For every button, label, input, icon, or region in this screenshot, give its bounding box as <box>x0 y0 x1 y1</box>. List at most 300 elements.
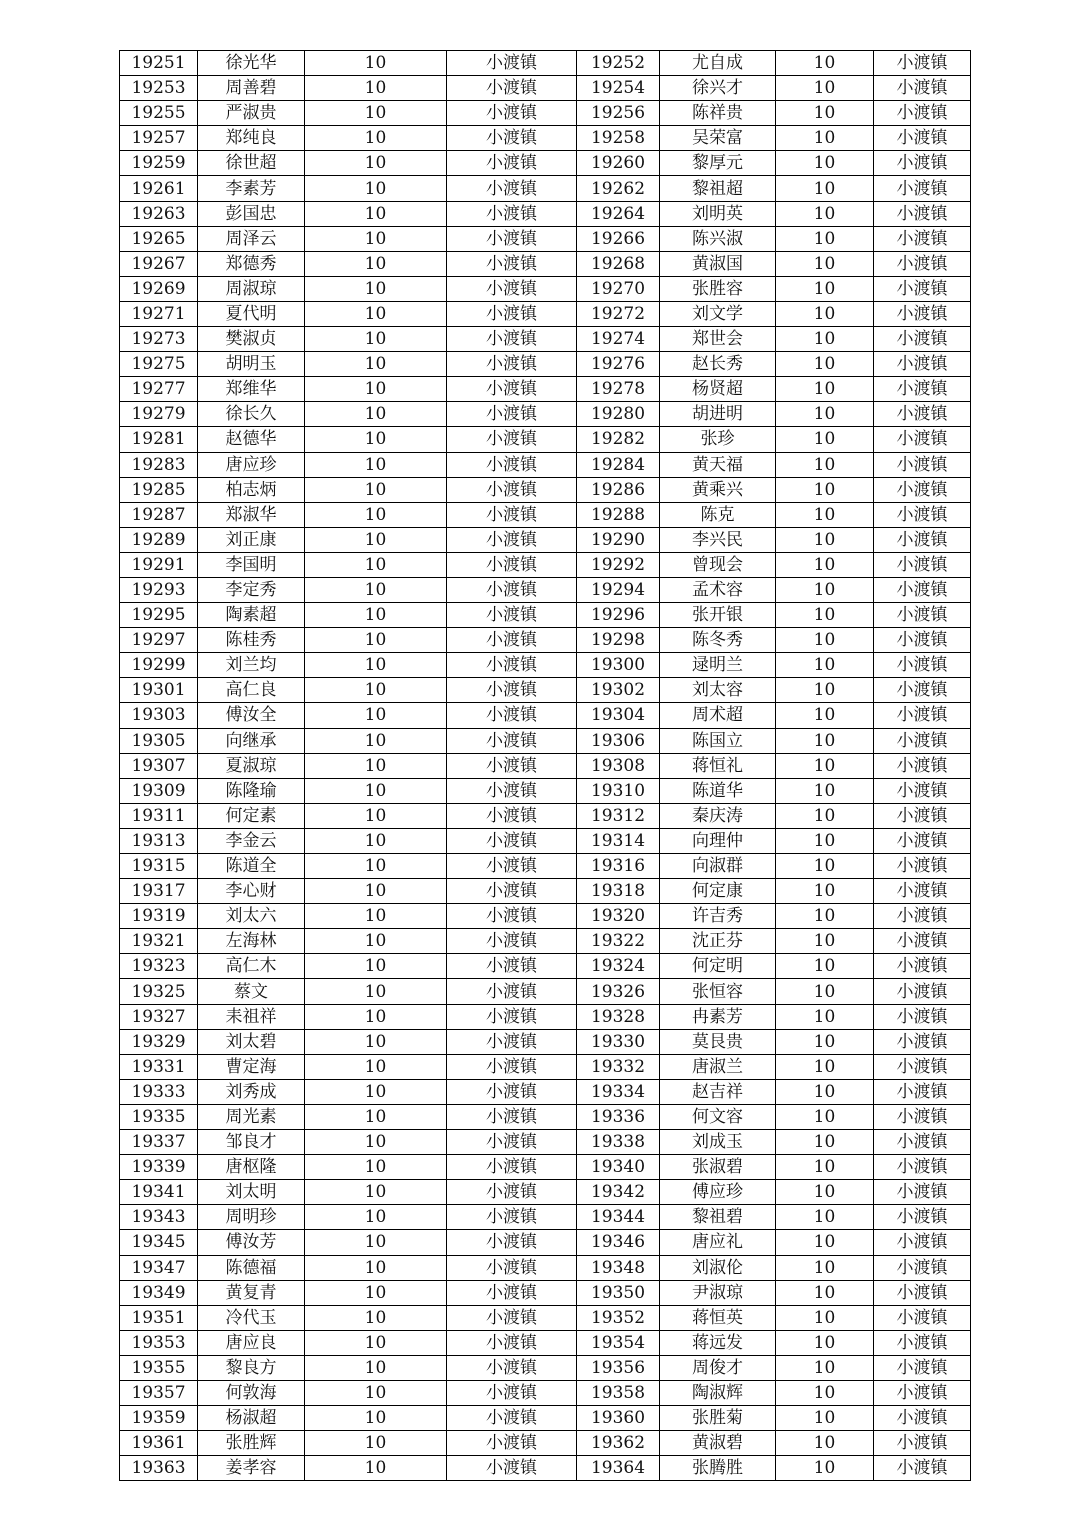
person-name-cell: 张胜菊 <box>660 1406 776 1431</box>
record-id-cell: 19306 <box>577 728 660 753</box>
record-id-cell: 19319 <box>120 904 198 929</box>
person-name-cell: 郑淑华 <box>198 502 305 527</box>
person-name-cell: 杨贤超 <box>660 377 776 402</box>
town-cell: 小渡镇 <box>874 402 971 427</box>
town-cell: 小渡镇 <box>447 603 577 628</box>
record-id-cell: 19290 <box>577 527 660 552</box>
person-name-cell: 刘太容 <box>660 678 776 703</box>
record-id-cell: 19353 <box>120 1330 198 1355</box>
town-cell: 小渡镇 <box>447 1355 577 1380</box>
record-id-cell: 19320 <box>577 904 660 929</box>
record-id-cell: 19317 <box>120 879 198 904</box>
town-cell: 小渡镇 <box>447 929 577 954</box>
amount-cell: 10 <box>776 828 874 853</box>
record-id-cell: 19351 <box>120 1305 198 1330</box>
person-name-cell: 陈道全 <box>198 854 305 879</box>
person-name-cell: 黎祖碧 <box>660 1205 776 1230</box>
amount-cell: 10 <box>305 1456 447 1481</box>
town-cell: 小渡镇 <box>874 728 971 753</box>
town-cell: 小渡镇 <box>874 603 971 628</box>
person-name-cell: 周术超 <box>660 703 776 728</box>
person-name-cell: 赵长秀 <box>660 352 776 377</box>
town-cell: 小渡镇 <box>874 1431 971 1456</box>
amount-cell: 10 <box>305 1255 447 1280</box>
person-name-cell: 蒋恒英 <box>660 1305 776 1330</box>
town-cell: 小渡镇 <box>447 402 577 427</box>
person-name-cell: 周淑琼 <box>198 276 305 301</box>
person-name-cell: 张珍 <box>660 427 776 452</box>
record-id-cell: 19328 <box>577 1004 660 1029</box>
person-name-cell: 孟术容 <box>660 577 776 602</box>
roster-table <box>119 50 971 1481</box>
person-name-cell: 李金云 <box>198 828 305 853</box>
amount-cell: 10 <box>305 603 447 628</box>
amount-cell: 10 <box>776 126 874 151</box>
person-name-cell: 陈隆瑜 <box>198 778 305 803</box>
town-cell: 小渡镇 <box>447 151 577 176</box>
town-cell: 小渡镇 <box>447 377 577 402</box>
record-id-cell: 19312 <box>577 803 660 828</box>
amount-cell: 10 <box>776 76 874 101</box>
town-cell: 小渡镇 <box>874 301 971 326</box>
record-id-cell: 19258 <box>577 126 660 151</box>
record-id-cell: 19303 <box>120 703 198 728</box>
amount-cell: 10 <box>776 577 874 602</box>
town-cell: 小渡镇 <box>447 828 577 853</box>
town-cell: 小渡镇 <box>447 502 577 527</box>
person-name-cell: 何定素 <box>198 803 305 828</box>
table-row <box>120 301 971 326</box>
record-id-cell: 19313 <box>120 828 198 853</box>
town-cell: 小渡镇 <box>874 452 971 477</box>
person-name-cell: 黎良方 <box>198 1355 305 1380</box>
person-name-cell: 夏淑琼 <box>198 753 305 778</box>
town-cell: 小渡镇 <box>447 176 577 201</box>
person-name-cell: 陶淑辉 <box>660 1380 776 1405</box>
table-row <box>120 126 971 151</box>
town-cell: 小渡镇 <box>874 1380 971 1405</box>
table-row <box>120 904 971 929</box>
table-row <box>120 176 971 201</box>
record-id-cell: 19348 <box>577 1255 660 1280</box>
person-name-cell: 陈冬秀 <box>660 628 776 653</box>
town-cell: 小渡镇 <box>447 803 577 828</box>
town-cell: 小渡镇 <box>874 1230 971 1255</box>
record-id-cell: 19275 <box>120 352 198 377</box>
amount-cell: 10 <box>776 327 874 352</box>
town-cell: 小渡镇 <box>874 577 971 602</box>
town-cell: 小渡镇 <box>447 628 577 653</box>
record-id-cell: 19349 <box>120 1280 198 1305</box>
person-name-cell: 刘文学 <box>660 301 776 326</box>
record-id-cell: 19302 <box>577 678 660 703</box>
person-name-cell: 姜孝容 <box>198 1456 305 1481</box>
amount-cell: 10 <box>776 1355 874 1380</box>
person-name-cell: 徐长久 <box>198 402 305 427</box>
town-cell: 小渡镇 <box>874 1330 971 1355</box>
person-name-cell: 刘太碧 <box>198 1029 305 1054</box>
table-row <box>120 427 971 452</box>
person-name-cell: 张恒容 <box>660 979 776 1004</box>
town-cell: 小渡镇 <box>874 628 971 653</box>
table-row <box>120 1029 971 1054</box>
record-id-cell: 19322 <box>577 929 660 954</box>
town-cell: 小渡镇 <box>447 678 577 703</box>
town-cell: 小渡镇 <box>874 828 971 853</box>
person-name-cell: 唐应良 <box>198 1330 305 1355</box>
amount-cell: 10 <box>305 452 447 477</box>
record-id-cell: 19330 <box>577 1029 660 1054</box>
record-id-cell: 19301 <box>120 678 198 703</box>
person-name-cell: 黄复青 <box>198 1280 305 1305</box>
record-id-cell: 19253 <box>120 76 198 101</box>
town-cell: 小渡镇 <box>874 226 971 251</box>
record-id-cell: 19357 <box>120 1380 198 1405</box>
amount-cell: 10 <box>776 452 874 477</box>
town-cell: 小渡镇 <box>874 1255 971 1280</box>
person-name-cell: 刘秀成 <box>198 1079 305 1104</box>
record-id-cell: 19297 <box>120 628 198 653</box>
amount-cell: 10 <box>776 51 874 76</box>
person-name-cell: 徐世超 <box>198 151 305 176</box>
amount-cell: 10 <box>305 427 447 452</box>
town-cell: 小渡镇 <box>447 1406 577 1431</box>
person-name-cell: 曹定海 <box>198 1054 305 1079</box>
amount-cell: 10 <box>305 1230 447 1255</box>
person-name-cell: 黄天福 <box>660 452 776 477</box>
record-id-cell: 19278 <box>577 377 660 402</box>
amount-cell: 10 <box>776 603 874 628</box>
record-id-cell: 19264 <box>577 201 660 226</box>
amount-cell: 10 <box>305 703 447 728</box>
table-row <box>120 251 971 276</box>
town-cell: 小渡镇 <box>447 1130 577 1155</box>
amount-cell: 10 <box>776 101 874 126</box>
person-name-cell: 秦庆涛 <box>660 803 776 828</box>
person-name-cell: 曾现会 <box>660 552 776 577</box>
amount-cell: 10 <box>305 1380 447 1405</box>
amount-cell: 10 <box>776 1004 874 1029</box>
record-id-cell: 19292 <box>577 552 660 577</box>
record-id-cell: 19309 <box>120 778 198 803</box>
town-cell: 小渡镇 <box>874 151 971 176</box>
town-cell: 小渡镇 <box>447 327 577 352</box>
town-cell: 小渡镇 <box>874 352 971 377</box>
person-name-cell: 郑维华 <box>198 377 305 402</box>
table-row <box>120 1054 971 1079</box>
person-name-cell: 刘太六 <box>198 904 305 929</box>
town-cell: 小渡镇 <box>874 1355 971 1380</box>
town-cell: 小渡镇 <box>447 126 577 151</box>
table-row <box>120 879 971 904</box>
record-id-cell: 19358 <box>577 1380 660 1405</box>
town-cell: 小渡镇 <box>874 1305 971 1330</box>
table-row <box>120 929 971 954</box>
amount-cell: 10 <box>776 226 874 251</box>
person-name-cell: 蒋远发 <box>660 1330 776 1355</box>
amount-cell: 10 <box>776 929 874 954</box>
amount-cell: 10 <box>776 527 874 552</box>
record-id-cell: 19336 <box>577 1104 660 1129</box>
record-id-cell: 19346 <box>577 1230 660 1255</box>
amount-cell: 10 <box>776 979 874 1004</box>
amount-cell: 10 <box>776 1305 874 1330</box>
record-id-cell: 19347 <box>120 1255 198 1280</box>
record-id-cell: 19321 <box>120 929 198 954</box>
record-id-cell: 19255 <box>120 101 198 126</box>
amount-cell: 10 <box>305 828 447 853</box>
record-id-cell: 19310 <box>577 778 660 803</box>
town-cell: 小渡镇 <box>874 1280 971 1305</box>
town-cell: 小渡镇 <box>874 954 971 979</box>
amount-cell: 10 <box>305 879 447 904</box>
table-row <box>120 477 971 502</box>
record-id-cell: 19281 <box>120 427 198 452</box>
record-id-cell: 19341 <box>120 1180 198 1205</box>
table-row <box>120 226 971 251</box>
amount-cell: 10 <box>776 1456 874 1481</box>
person-name-cell: 沈正芬 <box>660 929 776 954</box>
person-name-cell: 傅应珍 <box>660 1180 776 1205</box>
table-row <box>120 1155 971 1180</box>
amount-cell: 10 <box>305 653 447 678</box>
person-name-cell: 张胜容 <box>660 276 776 301</box>
town-cell: 小渡镇 <box>874 1130 971 1155</box>
person-name-cell: 郑纯良 <box>198 126 305 151</box>
table-row <box>120 1456 971 1481</box>
table-row <box>120 603 971 628</box>
town-cell: 小渡镇 <box>447 51 577 76</box>
town-cell: 小渡镇 <box>447 653 577 678</box>
town-cell: 小渡镇 <box>874 502 971 527</box>
person-name-cell: 吴荣富 <box>660 126 776 151</box>
town-cell: 小渡镇 <box>874 552 971 577</box>
amount-cell: 10 <box>305 1054 447 1079</box>
person-name-cell: 唐淑兰 <box>660 1054 776 1079</box>
person-name-cell: 傅汝芳 <box>198 1230 305 1255</box>
person-name-cell: 李素芳 <box>198 176 305 201</box>
town-cell: 小渡镇 <box>447 427 577 452</box>
record-id-cell: 19262 <box>577 176 660 201</box>
town-cell: 小渡镇 <box>874 1406 971 1431</box>
person-name-cell: 郑世会 <box>660 327 776 352</box>
record-id-cell: 19256 <box>577 101 660 126</box>
person-name-cell: 何定康 <box>660 879 776 904</box>
town-cell: 小渡镇 <box>874 1155 971 1180</box>
person-name-cell: 郑德秀 <box>198 251 305 276</box>
amount-cell: 10 <box>305 101 447 126</box>
amount-cell: 10 <box>305 803 447 828</box>
person-name-cell: 唐应珍 <box>198 452 305 477</box>
person-name-cell: 赵德华 <box>198 427 305 452</box>
town-cell: 小渡镇 <box>447 226 577 251</box>
record-id-cell: 19287 <box>120 502 198 527</box>
amount-cell: 10 <box>305 552 447 577</box>
record-id-cell: 19291 <box>120 552 198 577</box>
town-cell: 小渡镇 <box>874 778 971 803</box>
roster-body <box>120 51 971 1481</box>
amount-cell: 10 <box>305 301 447 326</box>
table-row <box>120 577 971 602</box>
amount-cell: 10 <box>305 201 447 226</box>
amount-cell: 10 <box>305 577 447 602</box>
town-cell: 小渡镇 <box>874 477 971 502</box>
amount-cell: 10 <box>776 176 874 201</box>
town-cell: 小渡镇 <box>874 176 971 201</box>
person-name-cell: 刘太明 <box>198 1180 305 1205</box>
amount-cell: 10 <box>776 1054 874 1079</box>
amount-cell: 10 <box>305 979 447 1004</box>
table-row <box>120 854 971 879</box>
town-cell: 小渡镇 <box>447 1180 577 1205</box>
amount-cell: 10 <box>776 703 874 728</box>
person-name-cell: 周泽云 <box>198 226 305 251</box>
amount-cell: 10 <box>305 276 447 301</box>
record-id-cell: 19272 <box>577 301 660 326</box>
record-id-cell: 19296 <box>577 603 660 628</box>
amount-cell: 10 <box>305 904 447 929</box>
person-name-cell: 周俊才 <box>660 1355 776 1380</box>
town-cell: 小渡镇 <box>447 1380 577 1405</box>
table-row <box>120 728 971 753</box>
amount-cell: 10 <box>776 377 874 402</box>
town-cell: 小渡镇 <box>447 76 577 101</box>
amount-cell: 10 <box>776 151 874 176</box>
person-name-cell: 李国明 <box>198 552 305 577</box>
person-name-cell: 陈兴淑 <box>660 226 776 251</box>
record-id-cell: 19259 <box>120 151 198 176</box>
amount-cell: 10 <box>776 1330 874 1355</box>
record-id-cell: 19267 <box>120 251 198 276</box>
record-id-cell: 19335 <box>120 1104 198 1129</box>
table-row <box>120 151 971 176</box>
town-cell: 小渡镇 <box>447 703 577 728</box>
amount-cell: 10 <box>305 1355 447 1380</box>
record-id-cell: 19283 <box>120 452 198 477</box>
record-id-cell: 19332 <box>577 1054 660 1079</box>
record-id-cell: 19279 <box>120 402 198 427</box>
record-id-cell: 19350 <box>577 1280 660 1305</box>
record-id-cell: 19359 <box>120 1406 198 1431</box>
town-cell: 小渡镇 <box>874 126 971 151</box>
record-id-cell: 19325 <box>120 979 198 1004</box>
table-row <box>120 1104 971 1129</box>
town-cell: 小渡镇 <box>874 929 971 954</box>
record-id-cell: 19293 <box>120 577 198 602</box>
person-name-cell: 周光素 <box>198 1104 305 1129</box>
person-name-cell: 严淑贵 <box>198 101 305 126</box>
amount-cell: 10 <box>305 1079 447 1104</box>
record-id-cell: 19338 <box>577 1130 660 1155</box>
person-name-cell: 高仁木 <box>198 954 305 979</box>
person-name-cell: 樊淑贞 <box>198 327 305 352</box>
amount-cell: 10 <box>776 728 874 753</box>
person-name-cell: 唐应礼 <box>660 1230 776 1255</box>
person-name-cell: 李兴民 <box>660 527 776 552</box>
table-row <box>120 1004 971 1029</box>
table-row <box>120 979 971 1004</box>
town-cell: 小渡镇 <box>874 879 971 904</box>
amount-cell: 10 <box>305 327 447 352</box>
town-cell: 小渡镇 <box>874 1004 971 1029</box>
record-id-cell: 19364 <box>577 1456 660 1481</box>
town-cell: 小渡镇 <box>874 1054 971 1079</box>
table-row <box>120 803 971 828</box>
amount-cell: 10 <box>776 1406 874 1431</box>
amount-cell: 10 <box>305 226 447 251</box>
amount-cell: 10 <box>776 653 874 678</box>
town-cell: 小渡镇 <box>447 1079 577 1104</box>
record-id-cell: 19361 <box>120 1431 198 1456</box>
person-name-cell: 向理仲 <box>660 828 776 853</box>
amount-cell: 10 <box>776 1180 874 1205</box>
record-id-cell: 19274 <box>577 327 660 352</box>
record-id-cell: 19286 <box>577 477 660 502</box>
town-cell: 小渡镇 <box>447 954 577 979</box>
amount-cell: 10 <box>305 1155 447 1180</box>
person-name-cell: 刘明英 <box>660 201 776 226</box>
record-id-cell: 19288 <box>577 502 660 527</box>
amount-cell: 10 <box>305 1004 447 1029</box>
person-name-cell: 胡进明 <box>660 402 776 427</box>
table-row <box>120 76 971 101</box>
table-row <box>120 1330 971 1355</box>
person-name-cell: 向继承 <box>198 728 305 753</box>
record-id-cell: 19343 <box>120 1205 198 1230</box>
table-row <box>120 828 971 853</box>
table-row <box>120 552 971 577</box>
record-id-cell: 19295 <box>120 603 198 628</box>
amount-cell: 10 <box>776 1280 874 1305</box>
amount-cell: 10 <box>776 1104 874 1129</box>
table-row <box>120 1205 971 1230</box>
record-id-cell: 19339 <box>120 1155 198 1180</box>
person-name-cell: 莫艮贵 <box>660 1029 776 1054</box>
town-cell: 小渡镇 <box>447 527 577 552</box>
record-id-cell: 19363 <box>120 1456 198 1481</box>
town-cell: 小渡镇 <box>874 1180 971 1205</box>
record-id-cell: 19331 <box>120 1054 198 1079</box>
table-row <box>120 1406 971 1431</box>
record-id-cell: 19257 <box>120 126 198 151</box>
town-cell: 小渡镇 <box>874 51 971 76</box>
person-name-cell: 高仁良 <box>198 678 305 703</box>
record-id-cell: 19360 <box>577 1406 660 1431</box>
town-cell: 小渡镇 <box>874 678 971 703</box>
record-id-cell: 19284 <box>577 452 660 477</box>
amount-cell: 10 <box>776 1029 874 1054</box>
person-name-cell: 耒祖祥 <box>198 1004 305 1029</box>
table-row <box>120 678 971 703</box>
person-name-cell: 陈祥贵 <box>660 101 776 126</box>
table-row <box>120 1255 971 1280</box>
person-name-cell: 陈国立 <box>660 728 776 753</box>
person-name-cell: 尤自成 <box>660 51 776 76</box>
person-name-cell: 黄乘兴 <box>660 477 776 502</box>
town-cell: 小渡镇 <box>447 1205 577 1230</box>
table-row <box>120 653 971 678</box>
record-id-cell: 19315 <box>120 854 198 879</box>
table-row <box>120 753 971 778</box>
amount-cell: 10 <box>305 1205 447 1230</box>
person-name-cell: 刘成玉 <box>660 1130 776 1155</box>
table-row <box>120 51 971 76</box>
town-cell: 小渡镇 <box>447 854 577 879</box>
town-cell: 小渡镇 <box>447 728 577 753</box>
town-cell: 小渡镇 <box>447 452 577 477</box>
town-cell: 小渡镇 <box>874 1104 971 1129</box>
record-id-cell: 19327 <box>120 1004 198 1029</box>
